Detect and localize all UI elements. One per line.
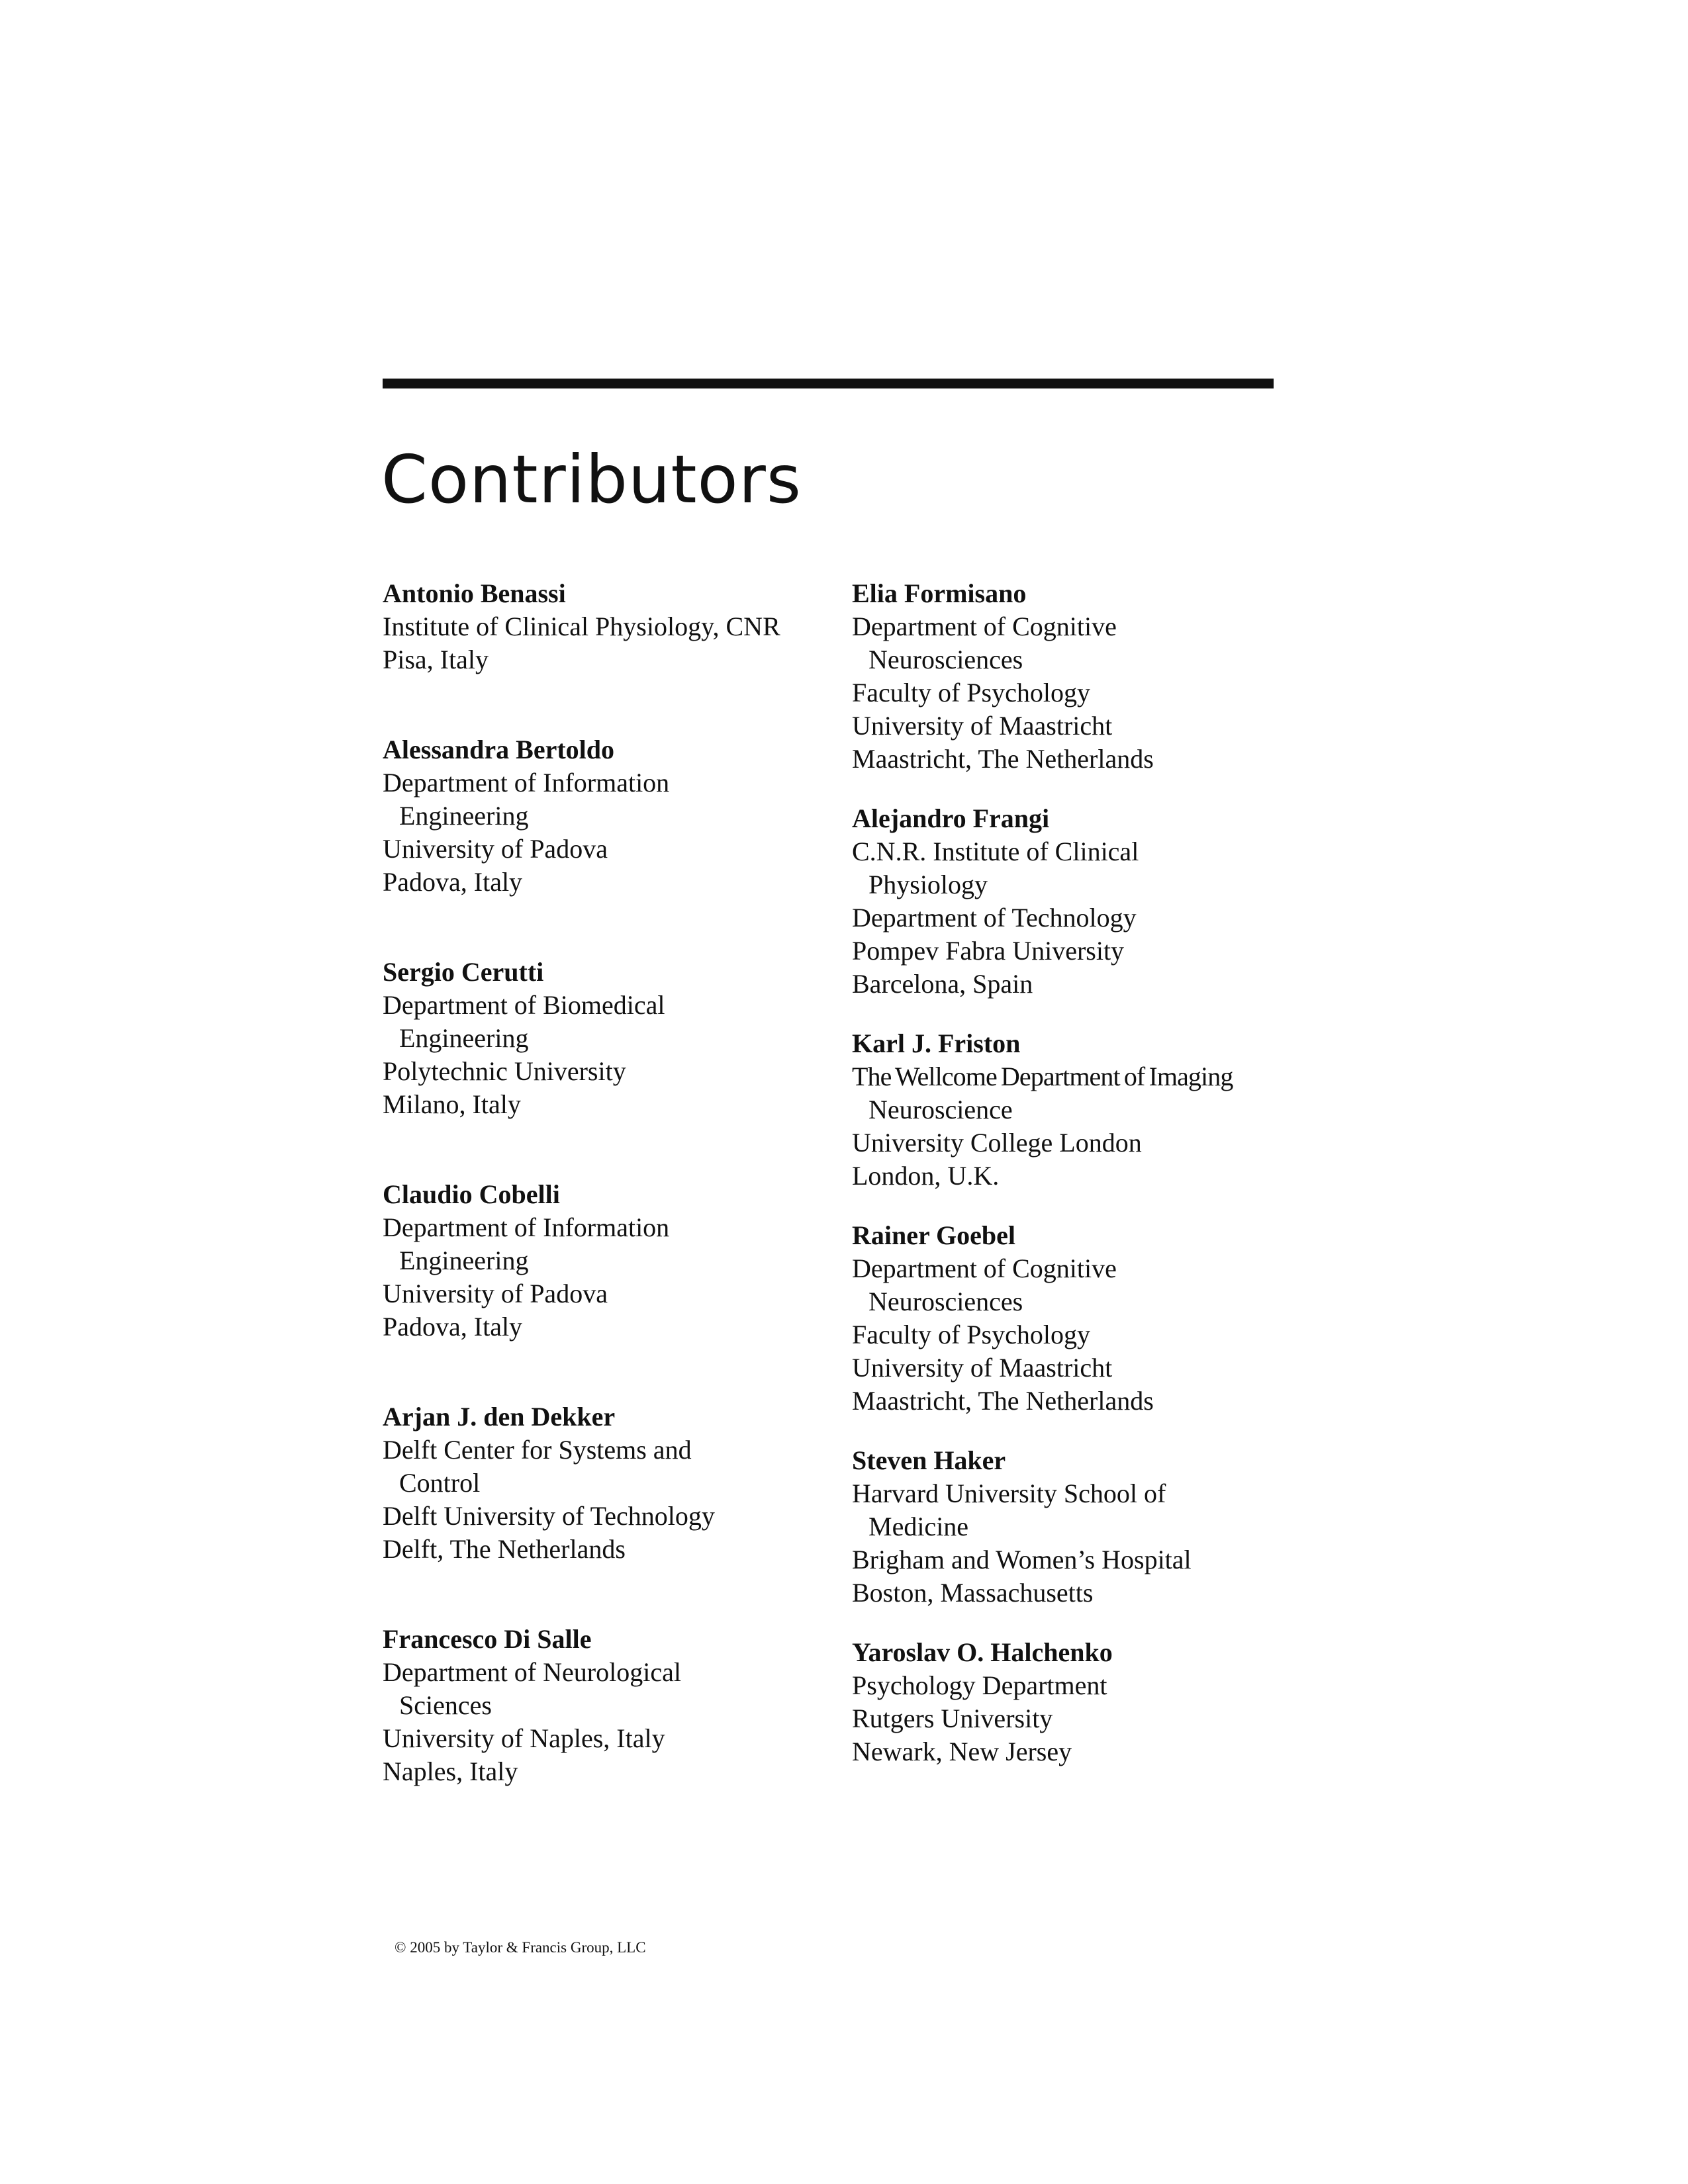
affiliation-line: Department of Cognitive xyxy=(852,612,1117,641)
contributor-entry xyxy=(383,733,846,899)
affiliation-line: University of Padova xyxy=(383,1279,608,1308)
affiliation-line: Delft, The Netherlands xyxy=(383,1534,626,1564)
contributor-name: Antonio Benassi xyxy=(383,578,566,608)
contributor-name: Steven Haker xyxy=(852,1445,1006,1475)
affiliation-line: Milano, Italy xyxy=(383,1089,521,1119)
title-rule xyxy=(383,379,1274,388)
affiliation-line: Brigham and Women’s Hospital xyxy=(852,1545,1192,1574)
affiliation-line: Faculty of Psychology xyxy=(852,1320,1090,1349)
contributors-column-right xyxy=(852,577,1315,1795)
affiliation-line: Maastricht, The Netherlands xyxy=(852,744,1154,774)
contributor-entry xyxy=(852,1444,1315,1610)
affiliation-line: Physiology xyxy=(868,870,988,899)
affiliation-line: C.N.R. Institute of Clinical xyxy=(852,837,1139,866)
affiliation-line: Delft Center for Systems and xyxy=(383,1435,692,1465)
affiliation-line: University of Padova xyxy=(383,834,608,864)
contributor-name: Francesco Di Salle xyxy=(383,1624,592,1654)
contributor-entry xyxy=(383,1178,846,1343)
contributors-column-left xyxy=(383,577,846,1845)
affiliation-line: Engineering xyxy=(399,1246,529,1275)
affiliation-line: Department of Cognitive xyxy=(852,1253,1117,1283)
affiliation-line: Maastricht, The Netherlands xyxy=(852,1386,1154,1416)
contributor-entry xyxy=(852,1027,1315,1193)
affiliation-line: Newark, New Jersey xyxy=(852,1737,1072,1766)
affiliation-line: Rutgers University xyxy=(852,1704,1053,1733)
affiliation-line: Boston, Massachusetts xyxy=(852,1578,1094,1608)
contributor-entry xyxy=(383,1400,846,1566)
affiliation-line: Faculty of Psychology xyxy=(852,678,1090,707)
affiliation-line: Institute of Clinical Physiology, CNR xyxy=(383,612,780,641)
copyright-footer: © 2005 by Taylor & Francis Group, LLC xyxy=(395,1939,646,1956)
affiliation-line: Neurosciences xyxy=(868,645,1023,674)
affiliation-line: University of Maastricht xyxy=(852,1353,1113,1383)
affiliation-line: Polytechnic University xyxy=(383,1056,626,1086)
contributor-entry xyxy=(852,1219,1315,1418)
affiliation-line: Delft University of Technology xyxy=(383,1501,715,1531)
affiliation-line: Department of Information xyxy=(383,768,670,797)
contributor-name: Karl J. Friston xyxy=(852,1028,1021,1058)
affiliation-line: Department of Information xyxy=(383,1212,670,1242)
contributor-name: Alejandro Frangi xyxy=(852,803,1050,833)
contributor-name: Yaroslav O. Halchenko xyxy=(852,1637,1113,1667)
affiliation-line: Engineering xyxy=(399,1023,529,1053)
contributor-entry xyxy=(383,1623,846,1788)
affiliation-line: University of Maastricht xyxy=(852,711,1113,741)
contributor-name: Arjan J. den Dekker xyxy=(383,1402,616,1432)
affiliation-line: University College London xyxy=(852,1128,1142,1158)
affiliation-line: Department of Biomedical xyxy=(383,990,665,1020)
affiliation-line: Neurosciences xyxy=(868,1287,1023,1316)
affiliation-line: The Wellcome Department of Imaging xyxy=(852,1062,1233,1091)
affiliation-line: Barcelona, Spain xyxy=(852,969,1033,999)
affiliation-line: Engineering xyxy=(399,801,529,831)
affiliation-line: Sciences xyxy=(399,1690,492,1720)
contributor-name: Sergio Cerutti xyxy=(383,957,544,987)
page-title: Contributors xyxy=(381,441,802,518)
contributor-entry xyxy=(852,577,1315,776)
affiliation-line: Naples, Italy xyxy=(383,1756,518,1786)
contributor-name: Claudio Cobelli xyxy=(383,1179,560,1209)
affiliation-line: Control xyxy=(399,1468,481,1498)
affiliation-line: Pompev Fabra University xyxy=(852,936,1125,966)
contributor-entry xyxy=(852,802,1315,1001)
affiliation-line: Medicine xyxy=(868,1512,969,1541)
affiliation-line: Department of Neurological xyxy=(383,1657,681,1687)
contributor-name: Rainer Goebel xyxy=(852,1220,1016,1250)
contributor-name: Alessandra Bertoldo xyxy=(383,735,614,764)
contributor-name: Elia Formisano xyxy=(852,578,1027,608)
affiliation-line: Padova, Italy xyxy=(383,867,523,897)
affiliation-line: Padova, Italy xyxy=(383,1312,523,1342)
contributor-entry xyxy=(383,577,846,676)
affiliation-line: Department of Technology xyxy=(852,903,1137,933)
affiliation-line: University of Naples, Italy xyxy=(383,1723,665,1753)
affiliation-line: Neuroscience xyxy=(868,1095,1013,1124)
contributor-entry xyxy=(852,1636,1315,1768)
affiliation-line: Pisa, Italy xyxy=(383,645,489,674)
affiliation-line: Psychology Department xyxy=(852,1670,1107,1700)
affiliation-line: London, U.K. xyxy=(852,1161,1000,1191)
contributor-entry xyxy=(383,956,846,1121)
affiliation-line: Harvard University School of xyxy=(852,1479,1166,1508)
